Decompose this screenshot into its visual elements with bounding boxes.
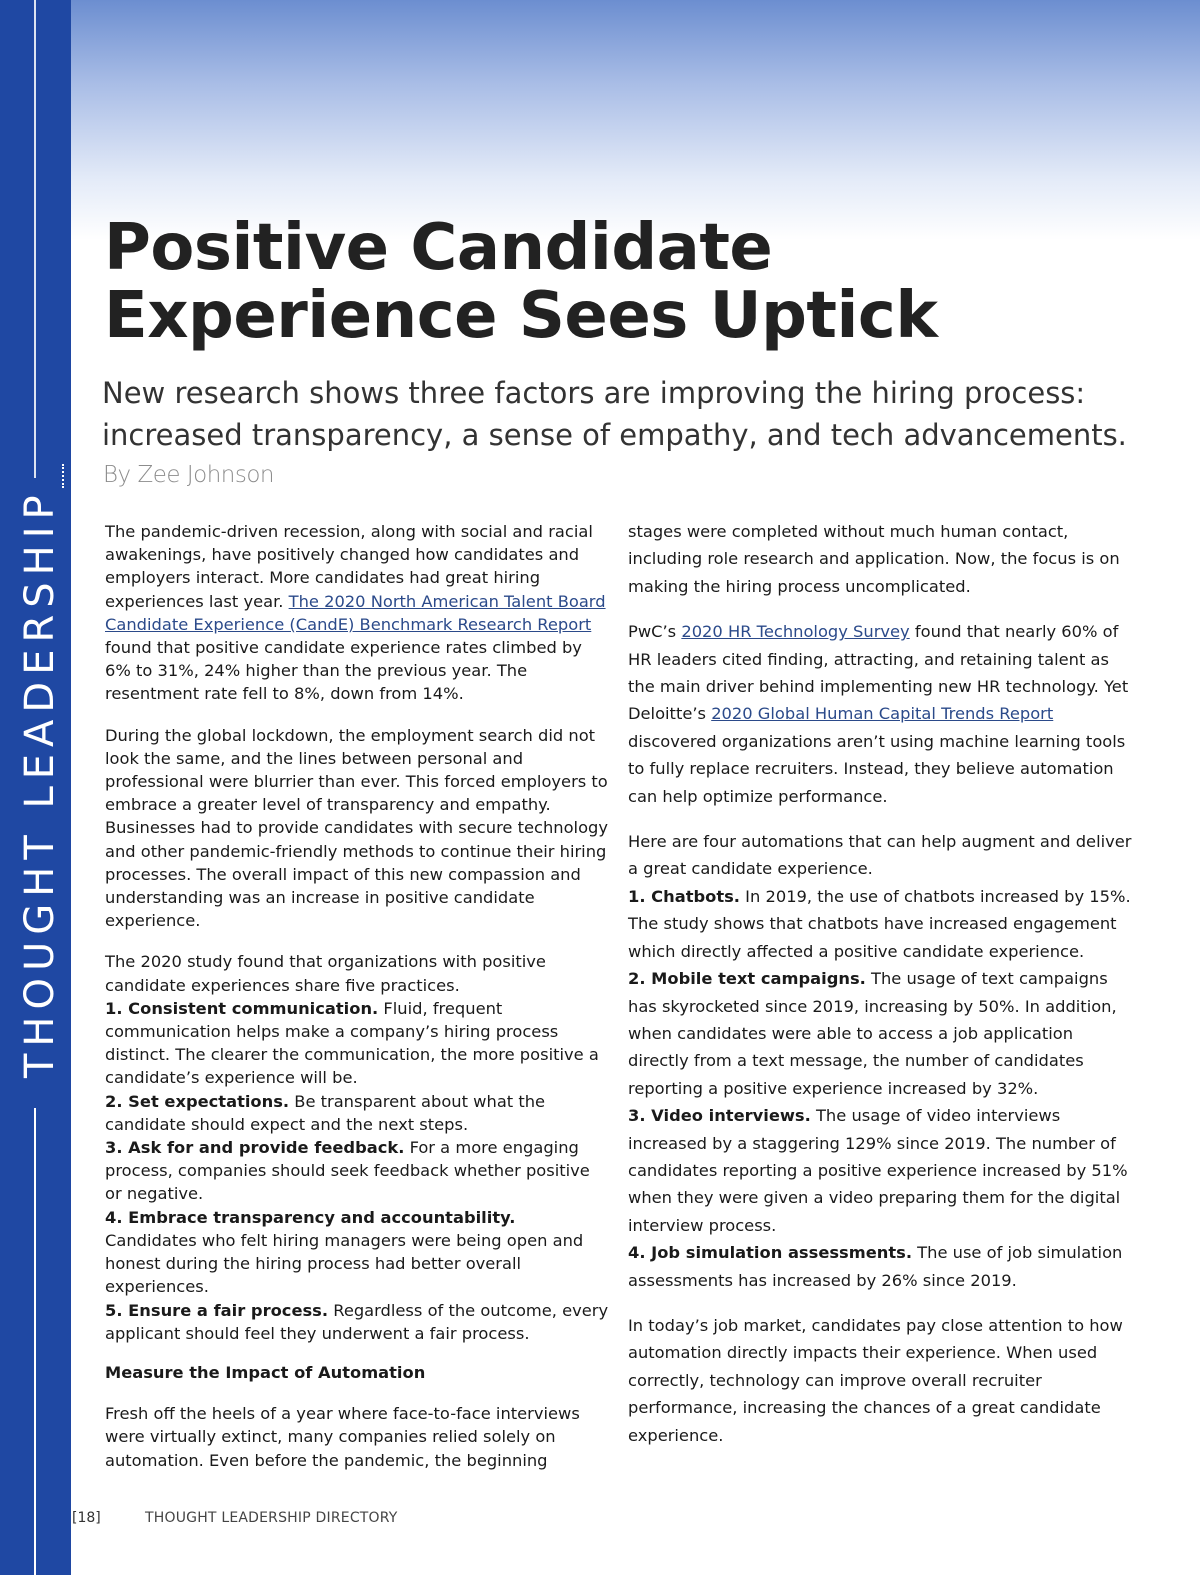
list-item-title: 4. Embrace transparency and accountability. (105, 1207, 516, 1227)
paragraph-text: The pandemic-driven recession, along with social and racial awakenings, have positively changed how candidates and employers interact. More candidates had great hiring experiences last year. (105, 522, 593, 611)
header-gradient-band (0, 0, 1200, 240)
list-item-text: The usage of video interviews increased by a staggering 129% since 2019. The number of candidates reporting a positive experience increased by 51% when they were given a video preparing them for the digital interview process. (628, 1106, 1128, 1235)
list-item (628, 1239, 1138, 1294)
paragraph-text: found that positive candidate experience rates climbed by 6% to 31%, 24% higher than the previous year. The resentment rate fell to 8%, down from 14%. (105, 638, 582, 704)
list-item (628, 1102, 1138, 1239)
list-item-text: In 2019, the use of chatbots increased by 15%. The study shows that chatbots have increased engagement which directly affected a positive candidate experience. (628, 886, 1131, 961)
paragraph: The 2020 study found that organizations with positive candidate experiences share five practices. (105, 952, 546, 995)
list-item (628, 883, 1138, 965)
hr-technology-survey-link[interactable]: 2020 HR Technology Survey (681, 622, 910, 642)
list-item (105, 1090, 610, 1136)
section-heading-text: Measure the Impact of Automation (105, 1362, 426, 1382)
list-item-title: 3. Ask for and provide feedback. (105, 1138, 405, 1158)
article-title-line1: Positive Candidate (104, 211, 773, 285)
paragraph (628, 618, 1138, 810)
sidebar-rule-top (34, 0, 36, 478)
list-item-title: 2. Mobile text campaigns. (628, 969, 866, 989)
list-item (105, 1299, 610, 1345)
article-title (104, 211, 1164, 353)
list-item-text: Candidates who felt hiring managers were being open and honest during the hiring process had better overall experiences. (105, 1230, 584, 1297)
paragraph: In today’s job market, candidates pay close attention to how automation directly impacts their experience. When used correctly, technology can improve overall recruiter performance, increasing the chances of a great candidate experience. (628, 1315, 1123, 1445)
paragraph-text: discovered organizations aren’t using machine learning tools to fully replace recruiters. Instead, they believe automation can help optimize performance. (628, 731, 1126, 806)
list-item-text: Regardless of the outcome, every applicant should feel they underwent a fair process. (105, 1300, 609, 1343)
paragraph-text: found that nearly 60% of HR leaders cited finding, attracting, and retaining talent as the main driver behind implementing new HR technology. Yet Deloitte’s (628, 622, 1129, 724)
sidebar-section-label: THOUGHT LEADERSHIP (17, 488, 63, 1078)
paragraph: stages were completed without much human contact, including role research and application. Now, the focus is on making the hiring process uncomplicated. (628, 522, 1120, 596)
article-title-line2: Experience Sees Uptick (104, 279, 938, 353)
page-footer (0, 1510, 1200, 1530)
list-item (105, 1206, 610, 1299)
sidebar-rule-bottom (34, 1108, 36, 1575)
sidebar-dotted-rule (62, 464, 66, 488)
list-item-title: 4. Job simulation assessments. (628, 1243, 912, 1263)
publication-title: THOUGHT LEADERSHIP DIRECTORY (145, 1510, 398, 1526)
list-item-title: 3. Video interviews. (628, 1106, 811, 1126)
paragraph: During the global lockdown, the employment search did not look the same, and the lines between personal and professional were blurrier than ever. This forced employers to embrace a greater level of transparency and empathy. Businesses had to provide candidates with secure technology and other pandemic-friendly methods to continue their hiring processes. The overall impact of this new compassion and understanding was an increase in positive candidate experience. (105, 725, 609, 931)
list-item-title: 1. Chatbots. (628, 886, 740, 906)
list-item-title: 1. Consistent communication. (105, 998, 379, 1018)
list-item-text: Be transparent about what the candidate should expect and the next steps. (105, 1091, 546, 1134)
paragraph: Here are four automations that can help augment and deliver a great candidate experience. (628, 832, 1132, 879)
section-heading (105, 1361, 610, 1384)
list-item-text: The usage of text campaigns has skyrocketed since 2019, increasing by 50%. In addition, when candidates were able to access a job application directly from a text message, the number of candidates reporting a positive experience increased by 32%. (628, 969, 1117, 1098)
article-subtitle: New research shows three factors are improving the hiring process: increased transparency, a sense of empathy, and tech advancements. (102, 376, 1127, 452)
article-byline: By Zee Johnson (103, 462, 274, 488)
page-number: [18] (72, 1510, 101, 1526)
sidebar-band (0, 0, 71, 1575)
paragraph: Fresh off the heels of a year where face-to-face interviews were virtually extinct, many companies relied solely on automation. Even before the pandemic, the beginning (105, 1404, 580, 1470)
list-item (105, 1136, 610, 1206)
list-item-title: 2. Set expectations. (105, 1091, 290, 1111)
left-column (105, 520, 610, 1490)
list-item-text: For a more engaging process, companies should seek feedback whether positive or negative. (105, 1138, 590, 1204)
list-item-title: 5. Ensure a fair process. (105, 1300, 329, 1320)
list-item-text: Fluid, frequent communication helps make a company’s hiring process distinct. The clearer the communication, the more positive a candidate’s experience will be. (105, 998, 599, 1088)
list-item-text: The use of job simulation assessments has increased by 26% since 2019. (628, 1243, 1123, 1290)
list-item (628, 965, 1138, 1102)
right-column (628, 518, 1138, 1467)
human-capital-trends-link[interactable]: 2020 Global Human Capital Trends Report (711, 704, 1054, 724)
paragraph-text: PwC’s (628, 622, 682, 642)
paragraph (105, 520, 610, 706)
cande-report-link[interactable]: The 2020 North American Talent Board Candidate Experience (CandE) Benchmark Research Report (105, 591, 606, 634)
list-item (105, 997, 610, 1090)
